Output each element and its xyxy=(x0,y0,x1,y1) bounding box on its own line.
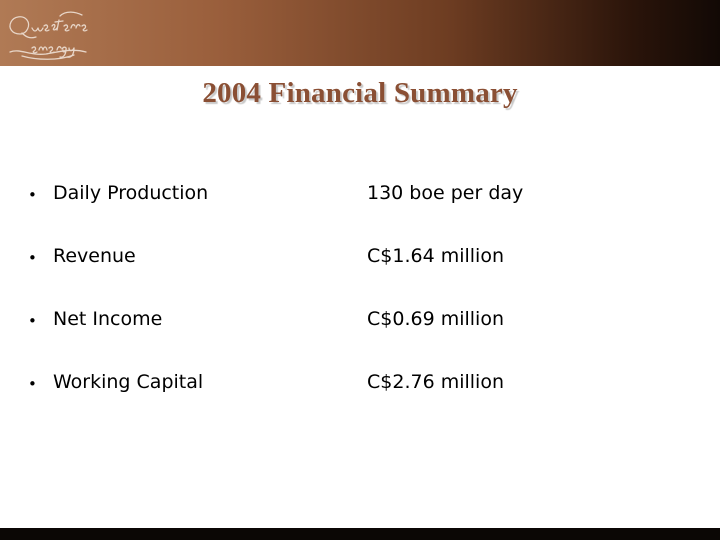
company-logo xyxy=(2,4,102,64)
summary-list xyxy=(0,182,720,434)
bullet-icon: • xyxy=(28,312,37,330)
item-label: Daily Production xyxy=(53,182,209,204)
item-value: 130 boe per day xyxy=(367,182,524,204)
list-item-daily-production xyxy=(0,182,720,245)
item-value: C$0.69 million xyxy=(367,308,504,330)
list-item-revenue xyxy=(0,245,720,308)
bullet-icon: • xyxy=(28,375,37,393)
header-band xyxy=(0,0,720,66)
footer-bar xyxy=(0,528,720,540)
item-label: Net Income xyxy=(53,308,163,330)
list-item-net-income xyxy=(0,308,720,371)
bullet-icon: • xyxy=(28,186,37,204)
page-title: 2004 Financial Summary xyxy=(202,77,518,109)
item-value: C$1.64 million xyxy=(367,245,504,267)
list-item-working-capital xyxy=(0,371,720,434)
item-label: Working Capital xyxy=(53,371,204,393)
item-value: C$2.76 million xyxy=(367,371,504,393)
bullet-icon: • xyxy=(28,249,37,267)
item-label: Revenue xyxy=(53,245,136,267)
